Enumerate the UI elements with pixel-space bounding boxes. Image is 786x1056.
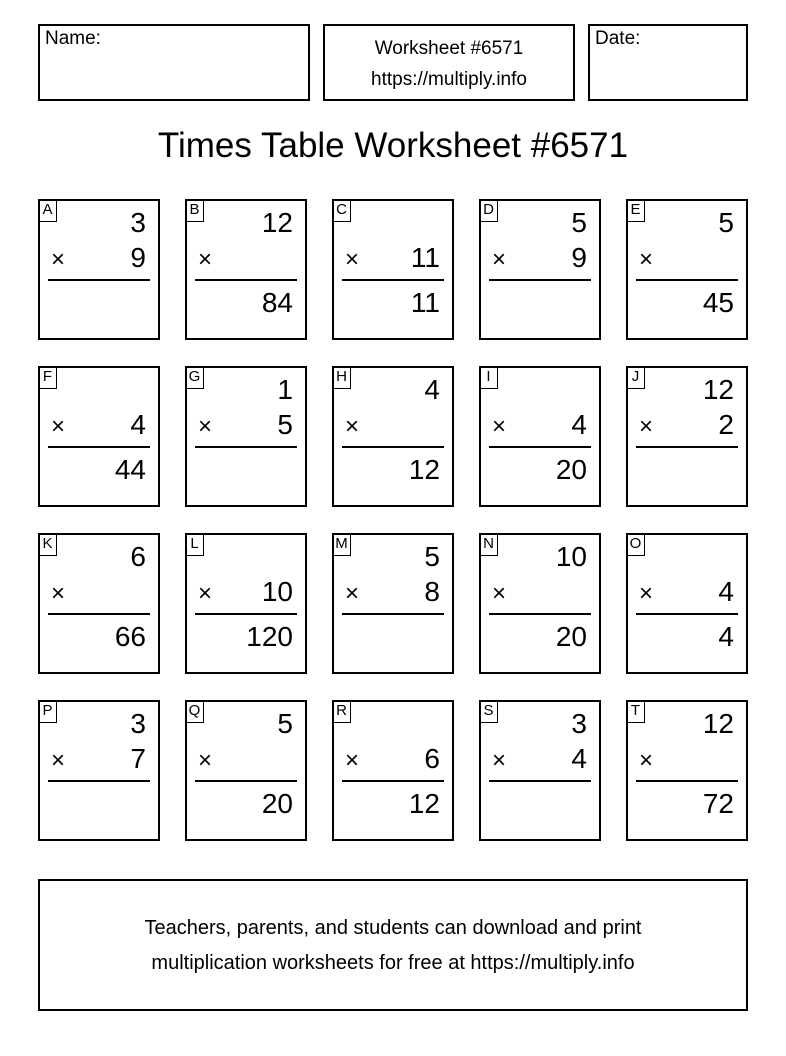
multiply-sign: × bbox=[51, 580, 66, 607]
problem-letter: Q bbox=[185, 700, 204, 723]
factor-bottom[interactable]: 5 bbox=[277, 409, 293, 440]
answer-line bbox=[636, 279, 738, 281]
product-answer[interactable]: 84 bbox=[261, 287, 293, 318]
answer-line bbox=[342, 780, 444, 782]
answer-line bbox=[636, 446, 738, 448]
product-answer[interactable]: 44 bbox=[114, 454, 146, 485]
multiply-sign: × bbox=[492, 580, 507, 607]
product-answer[interactable]: 20 bbox=[555, 454, 587, 485]
footer-note bbox=[38, 879, 748, 1011]
problem-card bbox=[626, 366, 748, 507]
answer-line bbox=[489, 279, 591, 281]
name-field[interactable] bbox=[38, 24, 310, 101]
factor-top[interactable]: 12 bbox=[702, 374, 734, 405]
problem-card bbox=[479, 199, 601, 340]
answer-line bbox=[48, 613, 150, 615]
factor-bottom[interactable]: 6 bbox=[424, 743, 440, 774]
problem-card bbox=[38, 700, 160, 841]
problem-letter: R bbox=[332, 700, 351, 723]
product-answer[interactable]: 45 bbox=[702, 287, 734, 318]
problem-card bbox=[38, 199, 160, 340]
problem-letter: J bbox=[626, 366, 645, 389]
answer-line bbox=[489, 780, 591, 782]
problem-letter: T bbox=[626, 700, 645, 723]
problem-card bbox=[626, 199, 748, 340]
multiply-sign: × bbox=[492, 246, 507, 273]
problem-letter: A bbox=[38, 199, 57, 222]
problem-card bbox=[185, 199, 307, 340]
problem-card bbox=[332, 199, 454, 340]
factor-bottom[interactable]: 4 bbox=[571, 743, 587, 774]
footer-line-1: Teachers, parents, and students can download and print bbox=[144, 917, 642, 939]
product-answer[interactable]: 12 bbox=[408, 788, 440, 819]
factor-bottom[interactable]: 9 bbox=[571, 242, 587, 273]
problem-card bbox=[479, 533, 601, 674]
answer-line bbox=[195, 780, 297, 782]
multiply-sign: × bbox=[639, 580, 654, 607]
multiply-sign: × bbox=[198, 413, 213, 440]
product-answer[interactable]: 66 bbox=[114, 621, 146, 652]
multiply-sign: × bbox=[345, 413, 360, 440]
factor-bottom[interactable]: 4 bbox=[130, 409, 146, 440]
answer-line bbox=[636, 780, 738, 782]
factor-top[interactable]: 5 bbox=[571, 207, 587, 238]
problem-card bbox=[332, 533, 454, 674]
problem-letter: I bbox=[479, 366, 498, 389]
multiply-sign: × bbox=[639, 246, 654, 273]
factor-top[interactable]: 5 bbox=[277, 708, 293, 739]
factor-bottom[interactable]: 9 bbox=[130, 242, 146, 273]
answer-line bbox=[48, 446, 150, 448]
page-title: Times Table Worksheet #6571 bbox=[157, 126, 629, 165]
problem-letter: N bbox=[479, 533, 498, 556]
problem-card bbox=[185, 700, 307, 841]
answer-line bbox=[48, 279, 150, 281]
problem-letter: C bbox=[332, 199, 351, 222]
factor-bottom[interactable]: 2 bbox=[718, 409, 734, 440]
problem-letter: E bbox=[626, 199, 645, 222]
multiply-sign: × bbox=[51, 246, 66, 273]
factor-top[interactable]: 5 bbox=[424, 541, 440, 572]
date-label: Date: bbox=[595, 28, 641, 49]
problem-card bbox=[185, 533, 307, 674]
problem-letter: B bbox=[185, 199, 204, 222]
multiply-sign: × bbox=[345, 747, 360, 774]
product-answer[interactable]: 20 bbox=[261, 788, 293, 819]
product-answer[interactable]: 11 bbox=[410, 287, 440, 318]
factor-bottom[interactable]: 10 bbox=[261, 576, 293, 607]
factor-bottom[interactable]: 7 bbox=[130, 743, 146, 774]
answer-line bbox=[195, 613, 297, 615]
problem-card bbox=[332, 700, 454, 841]
problem-letter: S bbox=[479, 700, 498, 723]
footer-line-2: multiplication worksheets for free at https://multiply.info bbox=[151, 952, 635, 974]
problem-letter: M bbox=[332, 533, 351, 556]
factor-top[interactable]: 3 bbox=[130, 207, 146, 238]
multiply-sign: × bbox=[492, 747, 507, 774]
multiply-sign: × bbox=[345, 246, 360, 273]
product-answer[interactable]: 120 bbox=[246, 621, 293, 652]
worksheet-id-box bbox=[323, 24, 575, 101]
multiply-sign: × bbox=[639, 413, 654, 440]
factor-bottom[interactable]: 4 bbox=[571, 409, 587, 440]
worksheet-url: https://multiply.info bbox=[371, 69, 527, 90]
answer-line bbox=[489, 613, 591, 615]
factor-top[interactable]: 5 bbox=[718, 207, 734, 238]
factor-top[interactable]: 12 bbox=[702, 708, 734, 739]
problem-card bbox=[185, 366, 307, 507]
date-field[interactable] bbox=[588, 24, 748, 101]
factor-bottom[interactable]: 4 bbox=[718, 576, 734, 607]
factor-top[interactable]: 1 bbox=[277, 374, 293, 405]
answer-line bbox=[342, 279, 444, 281]
problem-card bbox=[479, 700, 601, 841]
multiply-sign: × bbox=[51, 747, 66, 774]
product-answer[interactable]: 4 bbox=[718, 621, 734, 652]
problem-letter: P bbox=[38, 700, 57, 723]
factor-top[interactable]: 3 bbox=[571, 708, 587, 739]
multiply-sign: × bbox=[492, 413, 507, 440]
product-answer[interactable]: 12 bbox=[408, 454, 440, 485]
problem-letter: L bbox=[185, 533, 204, 556]
product-answer[interactable]: 72 bbox=[702, 788, 734, 819]
answer-line bbox=[489, 446, 591, 448]
factor-top[interactable]: 4 bbox=[424, 374, 440, 405]
problem-card bbox=[479, 366, 601, 507]
worksheet-number: Worksheet #6571 bbox=[374, 38, 524, 59]
answer-line bbox=[195, 279, 297, 281]
answer-line bbox=[48, 780, 150, 782]
problem-card bbox=[626, 700, 748, 841]
multiply-sign: × bbox=[198, 580, 213, 607]
factor-bottom[interactable]: 11 bbox=[410, 242, 440, 273]
problem-letter: G bbox=[185, 366, 204, 389]
multiply-sign: × bbox=[639, 747, 654, 774]
factor-top[interactable]: 6 bbox=[130, 541, 146, 572]
answer-line bbox=[342, 446, 444, 448]
product-answer[interactable]: 20 bbox=[555, 621, 587, 652]
answer-line bbox=[195, 446, 297, 448]
factor-top[interactable]: 12 bbox=[261, 207, 293, 238]
problem-letter: K bbox=[38, 533, 57, 556]
factor-top[interactable]: 10 bbox=[555, 541, 587, 572]
problem-card bbox=[38, 533, 160, 674]
problem-letter: O bbox=[626, 533, 645, 556]
name-label: Name: bbox=[45, 28, 101, 49]
problem-card bbox=[38, 366, 160, 507]
multiply-sign: × bbox=[51, 413, 66, 440]
multiply-sign: × bbox=[345, 580, 360, 607]
multiply-sign: × bbox=[198, 747, 213, 774]
problem-letter: D bbox=[479, 199, 498, 222]
multiply-sign: × bbox=[198, 246, 213, 273]
problem-letter: F bbox=[38, 366, 57, 389]
answer-line bbox=[342, 613, 444, 615]
answer-line bbox=[636, 613, 738, 615]
factor-bottom[interactable]: 8 bbox=[424, 576, 440, 607]
problem-card bbox=[626, 533, 748, 674]
factor-top[interactable]: 3 bbox=[130, 708, 146, 739]
problem-letter: H bbox=[332, 366, 351, 389]
problem-card bbox=[332, 366, 454, 507]
